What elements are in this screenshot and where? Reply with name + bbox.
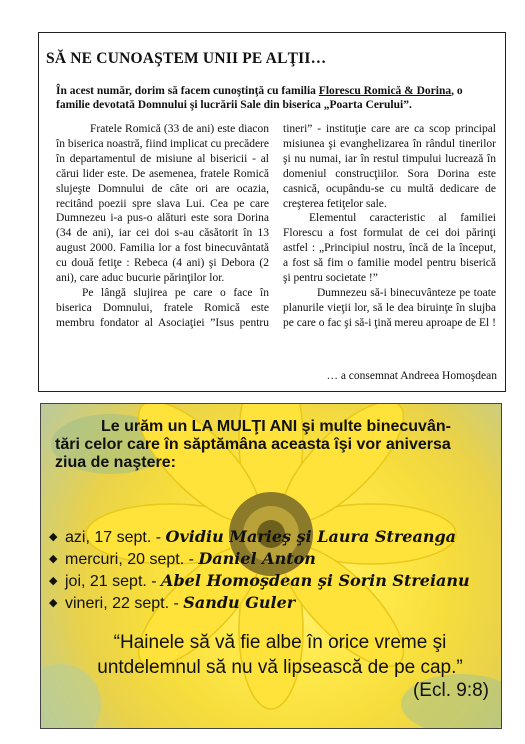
- diamond-bullet-icon: ◆: [49, 531, 58, 543]
- article-title: SĂ NE CUNOAŞTEM UNII PE ALŢII…: [46, 50, 327, 67]
- article-signature: [326, 370, 497, 382]
- intro-text-1: În acest număr, dorim să facem cunoştinţă cu familia: [56, 85, 319, 97]
- diamond-bullet-icon: ◆: [49, 597, 58, 609]
- birthday-list: [49, 526, 470, 614]
- article-intro: [56, 84, 498, 112]
- list-item: [49, 526, 470, 548]
- birthday-date: mercuri, 20 sept. -: [65, 551, 199, 568]
- birthday-names: Sandu Guler: [183, 593, 296, 612]
- birthday-box: [40, 403, 502, 729]
- article-body: [56, 122, 496, 362]
- paragraph: Elementul caracteristic al familiei Florescu a fost formulat de cei doi părinţi astfel : „Principiul nostru, încă de la început, a fost să fim o familie model pentru biserică şi pentru societate !”: [283, 212, 496, 285]
- birthday-names: Ovidiu Marieş şi Laura Streanga: [165, 527, 457, 546]
- wish-line: tări celor care în săptămâna aceasta îşi vor aniversa: [55, 436, 451, 453]
- wish-line: Le urăm un LA MULŢI ANI şi multe binecuvân-: [101, 418, 451, 435]
- list-item: [49, 570, 470, 592]
- birthday-date: vineri, 22 sept. -: [65, 595, 184, 612]
- verse-reference: (Ecl. 9:8): [412, 680, 489, 701]
- paragraph: Dumnezeu să-i binecuvânteze pe toate planurile vieţii lor, să le dea biruinţe în slujba pe care o fac şi să-i ţină mereu aproape de El !: [283, 286, 496, 329]
- paragraph: Fratele Romică (33 de ani) este diacon în biserica noastră, fiind implicat cu precădere în departamentul de misiune al bisericii - al cărui lider este. De asemenea, fratele Romică slujeşte Domnului de câte ori are ocazia, recitând poezii spre slava Lui. Cea pe care Dumnezeu i-a pus-o alături este sora Dorina (34 de ani), iar cei doi s-au căsătorit în 13 august 2000. Familia lor a fost binecuvântată cu două fetiţe : Rebeca (4 ani) şi Debora (2 ani), care aduc bucurie părinţilor lor.: [56, 123, 269, 285]
- list-item: [49, 592, 470, 614]
- diamond-bullet-icon: ◆: [49, 553, 58, 565]
- wish-line: ziua de naştere:: [55, 454, 176, 471]
- intro-text-2: , o familie devotată Domnului şi lucrării Sale din biserica „Poarta Cerului”.: [56, 85, 463, 111]
- bible-verse: “Hainele să vă fie albe în orice vreme şi untdelemnul să nu vă lipsească de pe cap.”: [97, 632, 463, 678]
- birthday-date: joi, 21 sept. -: [65, 573, 162, 590]
- birthday-names: Daniel Anton: [198, 549, 316, 568]
- diamond-bullet-icon: ◆: [49, 575, 58, 587]
- list-item: [49, 548, 470, 570]
- birthday-names: Abel Homoşdean şi Sorin Streianu: [161, 571, 470, 590]
- paragraph: Pe lângă slujirea pe care o face în biserica Domnului, fratele Romică este membru fondator al Asociaţiei ”Isus pentru tineri” - instituţie care are ca scop principal misiunea şi evanghelizarea în rândul tinerilor şi nu numai, iar în restul timpului lucrează în domeniul construcţiilor. Sora Dorina este casnică, ocupându-se cu multă dedicare de creşterea fetiţelor sale.: [56, 123, 496, 329]
- intro-family-name: Florescu Romică & Dorina: [318, 85, 452, 97]
- signature-author: Andreea Homoşdean: [400, 370, 497, 382]
- birthday-wish: [55, 418, 495, 472]
- birthday-date: azi, 17 sept. -: [65, 529, 166, 546]
- signature-prefix: … a consemnat: [326, 370, 401, 382]
